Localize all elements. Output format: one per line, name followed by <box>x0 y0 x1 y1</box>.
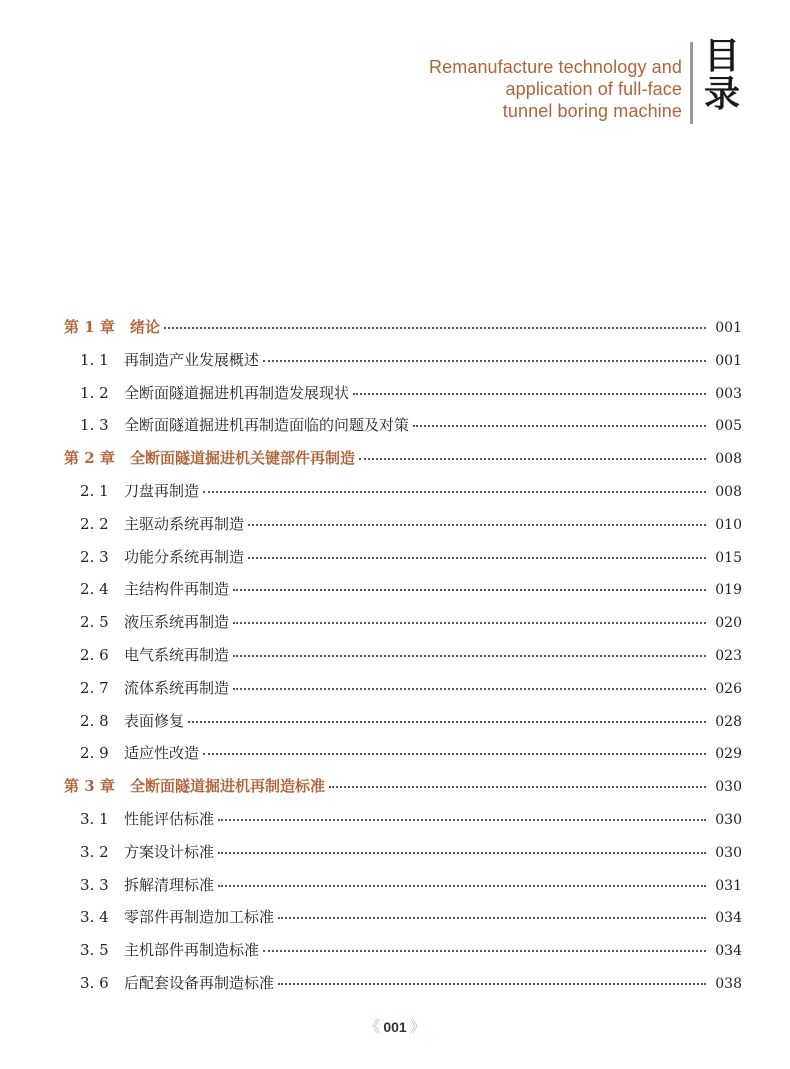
toc-entry-number: 2. 6 <box>80 645 109 664</box>
toc-section-entry[interactable] <box>64 841 742 874</box>
toc-entry-title: 方案设计标准 <box>124 842 215 861</box>
toc-entry-title: 适应性改造 <box>124 744 200 763</box>
dot-leader <box>278 982 706 985</box>
dot-leader <box>233 588 706 591</box>
toc-entry-page: 028 <box>715 713 742 730</box>
dot-leader <box>353 392 706 395</box>
toc-entry-page: 030 <box>715 844 742 861</box>
toc-entry-number: 3. 1 <box>80 809 109 828</box>
toc-entry-page: 029 <box>715 746 742 763</box>
toc-entry-title: 全断面隧道掘进机再制造发展现状 <box>124 383 350 402</box>
toc-entry-title: 主驱动系统再制造 <box>124 514 245 533</box>
toc-entry-number: 2. 7 <box>80 678 109 697</box>
toc-section-entry[interactable] <box>64 710 742 743</box>
toc-section-entry[interactable] <box>64 611 742 644</box>
dot-leader <box>248 523 706 526</box>
dot-leader <box>278 916 706 919</box>
toc-entry-number: 2. 2 <box>80 514 109 533</box>
toc-section-entry[interactable] <box>64 578 742 611</box>
english-title-line-1: Remanufacture technology and <box>429 57 682 77</box>
toc-entry-number: 2. 5 <box>80 613 109 632</box>
toc-entry-title: 电气系统再制造 <box>124 645 230 664</box>
toc-entry-title: 刀盘再制造 <box>124 481 200 500</box>
toc-section-entry[interactable] <box>64 874 742 907</box>
toc-entry-title: 主结构件再制造 <box>124 580 230 599</box>
toc-entry-title: 流体系统再制造 <box>124 678 230 697</box>
toc-entry-number: 1. 1 <box>80 350 109 369</box>
dot-leader <box>263 359 706 362</box>
dot-leader <box>188 720 706 723</box>
toc-section-entry[interactable] <box>64 644 742 677</box>
toc-entry-page: 038 <box>715 975 742 992</box>
dot-leader <box>218 884 706 887</box>
toc-entry-page: 008 <box>715 451 742 468</box>
dot-leader <box>218 818 706 821</box>
toc-chapter-entry[interactable] <box>64 775 742 808</box>
toc-entry-title: 拆解清理标准 <box>124 875 215 894</box>
english-title <box>429 56 682 122</box>
toc-section-entry[interactable] <box>64 414 742 447</box>
toc-entry-page: 001 <box>715 352 742 369</box>
dot-leader <box>233 654 706 657</box>
toc-entry-page: 034 <box>715 943 742 960</box>
dot-leader <box>203 752 706 755</box>
dot-leader <box>203 490 706 493</box>
toc-section-entry[interactable] <box>64 382 742 415</box>
contents-heading <box>700 38 744 114</box>
toc-entry-title: 后配套设备再制造标准 <box>124 973 275 992</box>
dot-leader <box>164 326 706 329</box>
dot-leader <box>359 457 706 460</box>
toc-entry-number: 3. 4 <box>80 908 109 927</box>
toc-entry-title: 绪论 <box>130 318 161 336</box>
toc-entry-title: 全断面隧道掘进机再制造面临的问题及对策 <box>124 416 410 435</box>
toc-entry-page: 023 <box>715 647 742 664</box>
toc-entry-number: 3. 3 <box>80 875 109 894</box>
dot-leader <box>218 851 706 854</box>
header-divider <box>690 42 693 124</box>
toc-entry-number: 2. 8 <box>80 711 109 730</box>
toc-section-entry[interactable] <box>64 513 742 546</box>
toc-entry-page: 020 <box>715 615 742 632</box>
right-chevron-icon: 》 <box>409 1019 426 1036</box>
table-of-contents <box>64 316 742 1005</box>
toc-entry-page: 030 <box>715 779 742 796</box>
toc-entry-number: 第 1 章 <box>64 318 115 336</box>
toc-entry-number: 2. 3 <box>80 547 109 566</box>
toc-section-entry[interactable] <box>64 808 742 841</box>
dot-leader <box>263 949 706 952</box>
toc-entry-page: 001 <box>715 320 742 336</box>
toc-entry-title: 全断面隧道掘进机关键部件再制造 <box>130 449 356 468</box>
toc-entry-number: 3. 6 <box>80 973 109 992</box>
toc-chapter-entry[interactable] <box>64 447 742 480</box>
toc-entry-page: 010 <box>715 516 742 533</box>
toc-entry-title: 功能分系统再制造 <box>124 547 245 566</box>
dot-leader <box>248 556 706 559</box>
dot-leader <box>233 687 706 690</box>
toc-entry-title: 性能评估标准 <box>124 809 215 828</box>
toc-entry-number: 2. 4 <box>80 580 109 599</box>
toc-entry-page: 030 <box>715 811 742 828</box>
toc-section-entry[interactable] <box>64 972 742 1005</box>
english-title-line-2: application of full-face <box>505 79 682 99</box>
toc-section-entry[interactable] <box>64 480 742 513</box>
toc-entry-page: 008 <box>715 483 742 500</box>
toc-entry-number: 第 3 章 <box>64 777 115 796</box>
toc-entry-title: 全断面隧道掘进机再制造标准 <box>130 777 326 796</box>
toc-entry-page: 015 <box>715 549 742 566</box>
toc-entry-page: 034 <box>715 910 742 927</box>
dot-leader <box>413 424 706 427</box>
page-number: 001 <box>383 1019 407 1035</box>
dot-leader <box>329 785 706 788</box>
toc-entry-title: 零部件再制造加工标准 <box>124 908 275 927</box>
page-footer <box>0 1014 790 1037</box>
toc-entry-title: 表面修复 <box>124 711 185 730</box>
toc-entry-title: 液压系统再制造 <box>124 613 230 632</box>
left-chevron-icon: 《 <box>364 1019 381 1036</box>
toc-entry-number: 2. 1 <box>80 481 109 500</box>
toc-entry-title: 再制造产业发展概述 <box>124 350 260 369</box>
toc-section-entry[interactable] <box>64 906 742 939</box>
toc-entry-title: 主机部件再制造标准 <box>124 941 260 960</box>
toc-entry-page: 003 <box>715 385 742 402</box>
toc-entry-number: 2. 9 <box>80 744 109 763</box>
toc-entry-page: 031 <box>715 877 742 894</box>
contents-heading-char-1: 目 <box>703 36 740 77</box>
toc-entry-number: 第 2 章 <box>64 449 115 468</box>
toc-section-entry[interactable] <box>64 677 742 710</box>
toc-section-entry[interactable] <box>64 742 742 775</box>
toc-entry-number: 3. 5 <box>80 941 109 960</box>
toc-entry-page: 005 <box>715 418 742 435</box>
contents-heading-char-2: 录 <box>703 74 740 115</box>
toc-entry-page: 026 <box>715 680 742 697</box>
toc-entry-number: 3. 2 <box>80 842 109 861</box>
toc-chapter-entry[interactable] <box>64 316 742 349</box>
dot-leader <box>233 621 706 624</box>
toc-entry-number: 1. 2 <box>80 383 109 402</box>
toc-entry-page: 019 <box>715 582 742 599</box>
toc-section-entry[interactable] <box>64 546 742 579</box>
english-title-line-3: tunnel boring machine <box>502 101 682 121</box>
toc-section-entry[interactable] <box>64 349 742 382</box>
toc-entry-number: 1. 3 <box>80 416 109 435</box>
toc-section-entry[interactable] <box>64 939 742 972</box>
